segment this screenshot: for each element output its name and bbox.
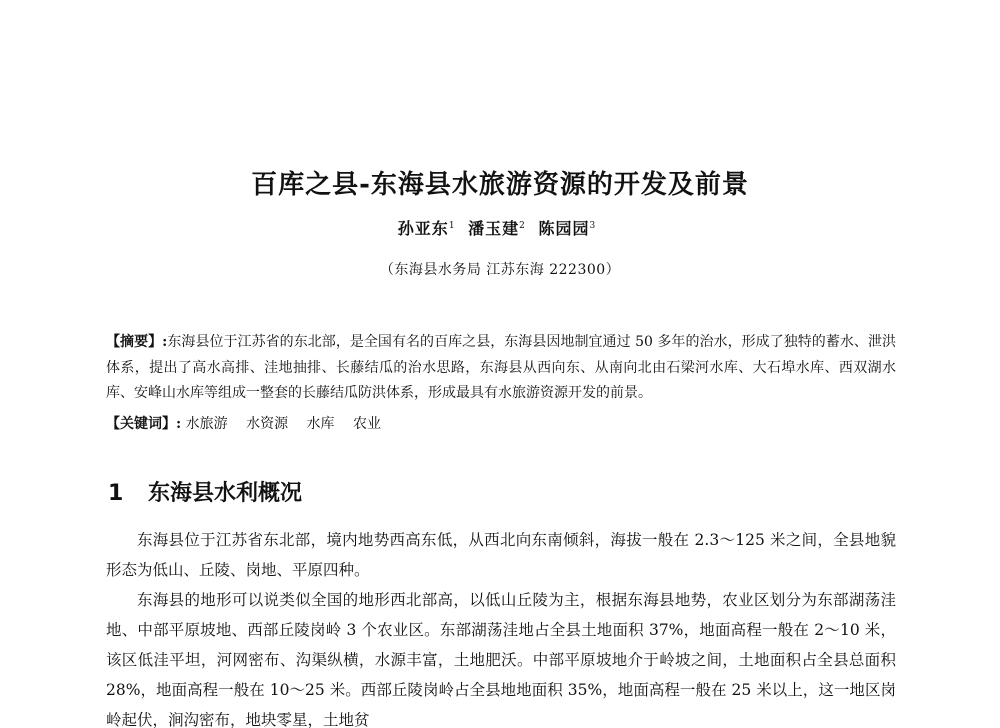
keywords-label: 【关键词】: (106, 416, 182, 432)
paper-title: 百库之县-东海县水旅游资源的开发及前景 (251, 170, 749, 200)
affiliation: （东海县水务局 江苏东海 222300） (379, 262, 621, 278)
author-affiliation-mark: 2 (519, 220, 526, 231)
section-title: 东海县水利概况 (148, 481, 303, 506)
keyword: 农业 (352, 416, 381, 432)
body-paragraph: 东海县位于江苏省东北部，境内地势西高东低，从西北向东南倾斜，海拔一般在 2.3～125 米之间，全县地貌形态为低山、丘陵、岗地、平原四种。 (106, 531, 896, 579)
author-name: 孙亚东 (397, 219, 449, 238)
body-paragraph: 东海县的地形可以说类似全国的地形西北部高，以低山丘陵为主，根据东海县地势，农业区划分为东部湖荡洼地、中部平原坡地、西部丘陵岗岭 3 个农业区。东部湖荡洼地占全县土地面积 37%，地面高程一般在 2～10 米，该区低洼平坦，河网密布、沟渠纵横，水源丰富，土地肥沃。中部平原坡地介于岭坡之间，土地面积占全县总面积 28%，地面高程一般在 10～25 米。西部丘陵岗岭占全县地地面积 35%，地面高程一般在 25 米以上，这一地区岗岭起伏，涧沟密布，地块零星，土地贫 (106, 591, 896, 728)
keyword: 水库 (306, 416, 335, 432)
section-body (106, 525, 896, 728)
section-number: 1 (108, 481, 124, 506)
author-list (0, 216, 1000, 239)
author-name: 陈园园 (538, 219, 590, 238)
abstract-label: 【摘要】: (106, 334, 168, 350)
author-name: 潘玉建 (468, 219, 520, 238)
author-affiliation-mark: 1 (448, 220, 456, 231)
keywords (106, 412, 896, 437)
keyword: 水资源 (246, 416, 289, 432)
abstract (106, 330, 896, 407)
author-affiliation-mark: 3 (589, 220, 597, 231)
keyword: 水旅游 (185, 416, 228, 432)
section-heading (108, 476, 302, 507)
abstract-text: 东海县位于江苏省的东北部，是全国有名的百库之县，东海县因地制宜通过 50 多年的治水，形成了独特的蓄水、泄洪体系，提出了高水高排、洼地抽排、长藤结瓜的治水思路，东海县从西向东、从南向北由石梁河水库、大石埠水库、西双湖水库、安峰山水库等组成一整套的长藤结瓜防洪体系，形成最具有水旅游资源开发的前景。 (106, 334, 896, 401)
